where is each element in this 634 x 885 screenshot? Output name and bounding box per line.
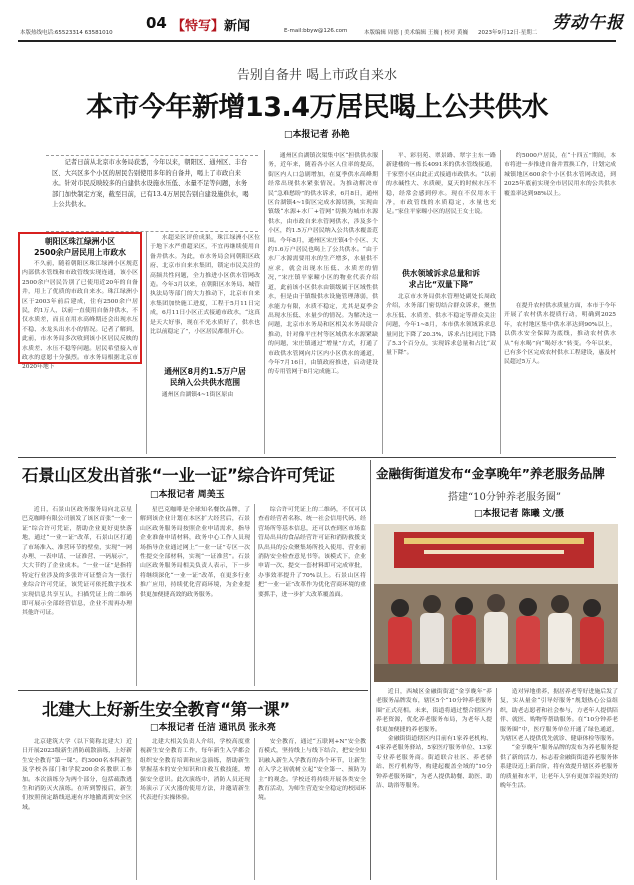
- lead-kicker: 告别自备井 喝上市政自来水: [236, 68, 398, 83]
- col2-paragraph: 水超采区评价成果，珠江绿洲小区位于地下水严重超采区，不宜再继续使用自备井供水。为此，市水务局会同朝阳区政府、北京市自来水集团，锁定市民关注的高频共性问题，全力推进小区供水管网改造。今年3月以来，在朝阳区水务局、城管执法局等部门的大力推动下，北京市自来水集团加快施工进度，工程于5月11日完成，6月11日小区正式接通市政水，“这真是天大好事，现在不光水质好了，供水也比以前稳定了”，小区居民都很开心。: [150, 235, 260, 336]
- col-divider: [254, 738, 255, 880]
- story4-headline: 北建大上好新生安全教育“第一课”: [42, 700, 290, 719]
- story4-col-2: [140, 738, 250, 880]
- col-divider: [254, 504, 255, 686]
- col2-subhead-1: 通州区8月约1.5万户居: [164, 367, 246, 376]
- story4-paragraph-1: 北京建筑大学（以下简称北建大）近日开展2023级新生消防疏散演练，上好新生安全教育“第一课”。约3000名本科新生及学校各部门和学院200余名教职工参加。本次演练分为两个部分，包括疏散逃生和消防灭火演练。在听到警报后，新生们按照预定路线迅速有序地撤离到安全区域。: [22, 739, 132, 811]
- col3-paragraph: 通州区台湖镇次渠集中区“担供供水服务，近年来，随着各小区人住率的提高，街区内人口急剧增加，在夏季供水高峰期经常出现供水紧张情况。为推动解决市民“急难愁盼”的供水诉求，6月8日，通州区台湖镇4~1街区完成水源切换，实现由镇级“水源+水厂+管网”切换为城市水源供水，由市政自来水管网供水，涉及多个小区，约1.5万户居民纳入公共供水覆盖范围。今年8月，通州区宋庄镇4个小区、大约1.6万户居民也喝上了公共供水。“由于水厂水源需要用水的生产增多，水量供不应求，就会出现水压低、水质差的情况，”宋庄镇平家疃小区的物业代表介绍道，此前该小区供水由镇级属于区域性供水，但是由于镇级供水设施管理薄弱，供水能力有限，水质不稳定，尤其是夏季会出现水压低、水量少的情况。为解决这一问题，北京市水务局和区相关水务局联合推动，针对像平庄村等区域供水水源紧缺的问题，宋庄镇通过“增量”方式，打通了市政供水管网向片区内小区供水的通道，今年7月16日，由镇政府推进，启动建设的专用管网于8月完成施工。: [268, 153, 378, 376]
- lead-summary: 记者日前从北京市水务局获悉，今年以来，朝阳区、通州区、丰台区、大兴区多个小区的居民告别使用多年的自备井，喝上了市政自来水。针对市民反映较多的自建供水设施水压低、水量不足等问题，水务部门加快制定方案，截至目前，已有13.4万居民告别自建设施供水，喝上公共供水。: [52, 159, 249, 209]
- story2-col-3: [258, 506, 366, 686]
- story2-headline: 石景山区发出首张“一业一证”综合许可凭证: [22, 466, 335, 485]
- paper-logo: 劳动午报: [552, 13, 624, 33]
- story2-paragraph-3: 综合许可凭证上的二维码，不仅可以查看经营者名称、统一社会信用代码、经营场所等基本信息，还可以查到区市场监管局出具的食品经营许可证和消防救援支队出具的公众聚集场所投入使用、营业前消防安全检查意见书等。该模式下，企业申请一次、提交一套材料即可完成审批，办事效率提升了70%以上。石景山区将把“一业一证”改革作为优化营商环境的重要抓手，进一步扩大改革覆盖面。: [258, 507, 366, 598]
- section-name: 新闻: [224, 19, 251, 34]
- section-tag: 【特写】: [172, 19, 225, 34]
- masthead: [0, 0, 634, 42]
- col-divider: [136, 738, 137, 880]
- lead-col-3: [268, 152, 378, 452]
- story2-col-1: [22, 506, 132, 686]
- box-body: [22, 260, 138, 371]
- story4-col-1: [22, 738, 132, 880]
- lead-byline: □本报记者 孙艳: [284, 130, 350, 140]
- lead-headline: 本市今年新增13.4万居民喝上公共供水: [85, 92, 549, 123]
- story2-paragraph-1: 近日，石景山区政务服务局向北京星巴克咖啡有限公司颁发了该区首张“一业一证”综合许可凭证，帮助企业更好更快落地，通过“一业一证”改革，石景山区打通了市场准入、准营环节的壁垒，实现“一网办理、一表申请、一证准营、一码展示”，大大节约了企业成本。“一业一证”是指将特定行业涉及的多张许可证整合为一张行业综合许可凭证，该凭证可依托数字技术实现信息共享互认，扫描凭证上的二维码即可展示全部经营信息，企业不需再办理其他许可证。: [22, 507, 132, 617]
- story3-paragraph-2: 金融街街道辖区内目前有1家养老机构、4家养老服务驿站，5家医疗服务单位、13家专业养老服务商。街道联合社区、养老驿站、医疗机构等，构建起覆盖全域的“10分钟养老服务圈”，为老人提供助餐、助医、助洁、助浴等服务。: [376, 736, 492, 790]
- col-divider: [496, 688, 497, 880]
- lead-col-5: [504, 152, 616, 300]
- story2-byline: □本报记者 周美玉: [150, 490, 225, 500]
- story3-col-2: [500, 688, 618, 880]
- event-photo: [374, 524, 618, 682]
- issue-date: 2023年9月12日·星期二: [478, 30, 538, 36]
- story3-subheadline: 搭建“10分钟养老服务圈”: [448, 492, 561, 503]
- col4-subhead-2: 求占比“双量下降”: [408, 280, 474, 289]
- box-title-1: 朝阳区珠江绿洲小区: [44, 237, 116, 246]
- col-divider: [136, 504, 137, 686]
- lead-col-4: [386, 152, 496, 264]
- event-photo-illustration: [374, 524, 618, 682]
- section-rule: [18, 457, 616, 458]
- page-number: 04: [146, 14, 167, 32]
- story-divider: [370, 460, 371, 880]
- story3-headline: 金融街街道发布“金享晚年”养老服务品牌: [376, 466, 605, 481]
- story3-col-1: [376, 688, 492, 880]
- story4-paragraph-3: 安全教育，通过“五联网+N”安全教育模式，坚持线上与线下结合，把安全知识融入新生入学教育的各个环节，让新生在入学之初就树立起“安全第一、预防为主”的观念。学校还将持续开展各类安全教育活动，为师生营造安全稳定的校园环境。: [258, 739, 366, 802]
- col5-paragraph-2: 在提升农村供水质量方面，本市于今年开展了农村供水提质行动，明确到2025年，农村地区集中供水率达到90%以上，以供水安全保障为底线，推动农村供水从“有水喝”向“喝好水”转变。今年以来，已有多个区完成农村供水工程建设，惠及村民超过5万人。: [504, 303, 616, 366]
- col-divider: [382, 150, 383, 454]
- box-paragraph: 不久前，随着朝阳区珠江绿洲小区规范内部供水管线和市政管线实现连通，该小区2500余户居民告别了已使用近20年的自备井，用上了优质的市政自来水。珠江绿洲小区于2003年前后建成，住有2500余户居民，约1万人，以前一直使用自备井供水，不仅水质差，而且在用水高峰期还会出现水压不稳、水龙头出水小的情况。记者了解到，此前，市水务局多次收到该小区居民反映的水质差、水压不稳等问题。居民希望接入市政水的意愿十分强烈。市水务局根据北京市2020年地下: [22, 261, 138, 371]
- story2-col-2: [140, 506, 250, 686]
- story3-paragraph-4: “金享晚年”服务品牌的发布为养老服务提供了新的活力，标志着金融街街道养老服务体系建设迈上新台阶，将有效提升辖区养老服务的质量和水平，让老年人享有更加幸福美好的晚年生活。: [500, 745, 618, 790]
- col-divider: [500, 150, 501, 454]
- story2-paragraph-2: 星巴克咖啡是全球知名餐饮品牌，了解到该企业计划在本区扩大经营后，石景山区政务服务局按照企业申请需求，指导企业准备申请材料，政务中心工作人员现场指导企业通过网上“一业一证”专区一次性提交全部材料，实现“一证准营”。石景山区政务服务局相关负责人表示，下一步将继续深化“一业一证”改革，在更多行业推广应用，持续优化营商环境，为企业提供更加便捷高效的政务服务。: [140, 507, 250, 598]
- story3-paragraph-3: 造对异地重养，据居养老等好进施后发了复，实从量金“引导好服务”规划热心公益组织，助老志愿者和社会参与，方老年人提供陪伴、就医、购物等帮助服务。在“10分钟养老服务圈”中，医疗服务单位开通了绿色通道，为辖区老人提供优先就诊、健康体检等服务。: [500, 689, 618, 743]
- col4-paragraph-2: 北京市水务局供水管理处副处长周政介绍，水务部门密切结合群众诉求，聚焦水压低、水质差、供水不稳定等群众关注问题，今年1~8月，本市供水领域诉求总量同比下降了20.3%，诉求占比同比下降了5.3个百分点，实现诉求总量和占比“双量下降”。: [386, 294, 496, 357]
- hotline-text: 本版热线电话:65523314 63581010: [20, 30, 113, 36]
- col-divider: [146, 232, 147, 454]
- section-rule: [18, 690, 368, 691]
- col2-tail-paragraph: 通州区台湖镇4~1街区原由: [161, 392, 234, 398]
- lead-col-2: [150, 234, 260, 364]
- story4-paragraph-2: 北建大相关负责人介绍，学校高度重视新生安全教育工作，每年新生入学都会组织安全教育培训和应急演练，帮助新生掌握基本的安全知识和自救互救技能，增强安全意识。此次演练中，消防人员还现场演示了灭火器的使用方法，并邀请新生代表进行实操体验。: [140, 739, 250, 802]
- story4-byline: □本报记者 任洁 通讯员 张永亮: [150, 723, 276, 733]
- col2-tail: [150, 391, 260, 451]
- email-text: E-mail:bbyw@126.com: [284, 28, 348, 34]
- story3-paragraph-1: 近日，西城区金融街街道“金享晚年”养老服务品牌发布，辖区5个“10分钟养老服务圈”正式亮相。未来，街道将通过整合辖区内养老资源，优化养老服务布局，为老年人提供更加便捷的养老服务。: [376, 689, 492, 733]
- lead-col-5b: [504, 302, 616, 452]
- col5-paragraph: 约5000户居民，在“十四五”期间，本市将进一步推进自备井置换工作，计划完成城镇地区600余个小区供水管网改造，到2025年底前实现全市居民用水的公共供水覆盖率达到98%以上。: [504, 153, 616, 197]
- editor-line: 本版编辑 周德 | 美术编辑 王巍 | 校对 黄巍: [364, 30, 468, 36]
- box-title-2: 2500余户居民用上市政水: [34, 248, 126, 257]
- col4-subhead-1: 供水领域诉求总量和诉: [402, 269, 480, 278]
- col-divider: [264, 150, 265, 454]
- story3-byline: □本报记者 陈曦 文/摄: [474, 509, 565, 519]
- story4-col-3: [258, 738, 366, 880]
- lead-col-4b: [386, 293, 496, 451]
- col4-paragraph: 平、彩羽苑、翠景路、翠字主东一路新建楼的一栋长4091米的供水管线接通，千家塑小区由此正式接通市政供水。“以前的水碱性大、水质硬，夏天的时候水压不稳，经常会感到停水。现在不仅用水干净，市政管线的水质稳定，水量也充足。”家住平家疃小区的居民王女士说。: [386, 153, 496, 216]
- masthead-rule: [18, 40, 616, 42]
- col2-subhead-2: 民纳入公共供水范围: [169, 378, 241, 387]
